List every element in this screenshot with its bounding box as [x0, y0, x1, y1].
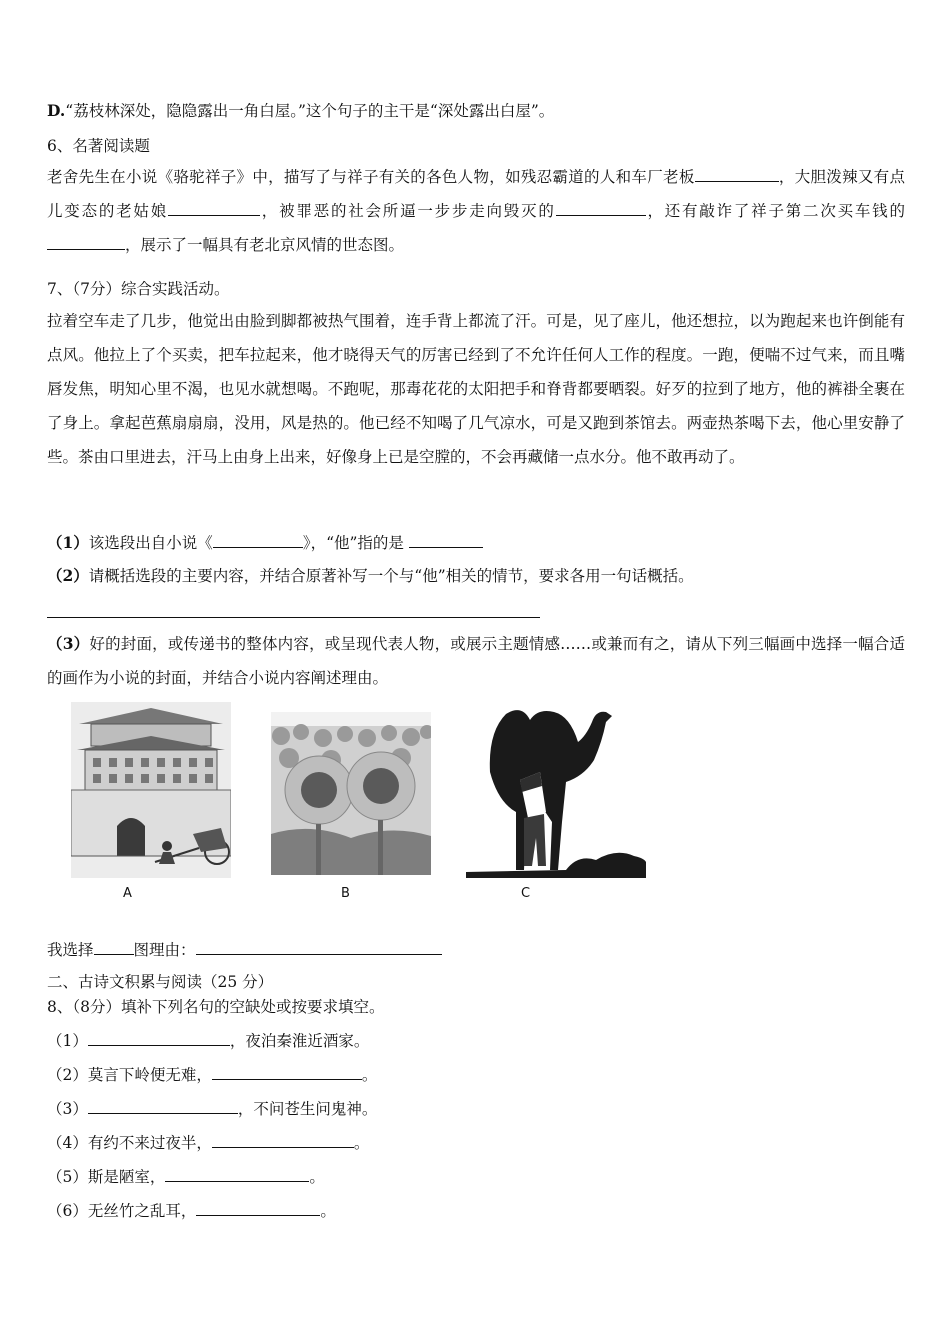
item-after: 。	[353, 1134, 370, 1152]
option-letter: D.	[47, 101, 66, 120]
sub-number: （2）	[47, 566, 89, 585]
item-after: 。	[309, 1168, 325, 1186]
q7-choice-line	[47, 940, 442, 960]
q6-text-5: ，展示了一幅具有老北京风情的世态图。	[125, 236, 405, 254]
item-number: （6）	[47, 1202, 88, 1220]
option-text: “荔枝林深处，隐隐露出一角白屋。”这个句子的主干是“深处露出白屋”。	[65, 102, 555, 120]
sub1-text-a: 该选段出自小说《	[88, 534, 213, 552]
q8-heading: 8、（8分）填补下列名句的空缺处或按要求填空。	[47, 998, 385, 1016]
picture-b-sunflowers	[271, 712, 431, 875]
sub-number: （1）	[47, 533, 89, 552]
q7-heading: 7、（7分）综合实践活动。	[47, 280, 230, 298]
sub2-text: 请概括选段的主要内容，并结合原著补写一个与“他”相关的情节，要求各用一句话概括。	[88, 567, 694, 585]
answer-blank[interactable]	[213, 533, 303, 548]
answer-line[interactable]	[47, 617, 540, 618]
item-after: 。	[361, 1066, 378, 1084]
picture-b-caption: B	[341, 886, 350, 901]
item-after: ，不问苍生问鬼神。	[237, 1100, 378, 1118]
q8-item-5	[47, 1167, 325, 1187]
q6-text-1: 老舍先生在小说《骆驼祥子》中，描写了与祥子有关的各色人物，如残忍霸道的人和车厂老板	[47, 168, 695, 186]
section-2-heading: 二、古诗文积累与阅读（25 分）	[47, 973, 274, 991]
q6-text-4: ，还有敲诈了祥子第二次买车钱的	[645, 202, 905, 220]
q8-item-1	[47, 1031, 369, 1051]
city-gate-illustration	[71, 702, 231, 878]
answer-blank[interactable]	[212, 1133, 354, 1148]
answer-blank[interactable]	[212, 1065, 362, 1080]
answer-blank[interactable]	[196, 940, 442, 955]
item-number: （5）	[47, 1168, 88, 1186]
item-number: （2）	[47, 1066, 88, 1084]
answer-blank[interactable]	[88, 1031, 230, 1046]
answer-blank[interactable]	[165, 1167, 309, 1182]
sub3-text: 好的封面，或传递书的整体内容，或呈现代表人物，或展示主题情感……或兼而有之，请从下列三幅画中选择一幅合适的画作为小说的封面，并结合小说内容阐述理由。	[47, 635, 905, 687]
answer-blank[interactable]	[88, 1099, 238, 1114]
q7-sub1	[47, 533, 483, 553]
answer-blank[interactable]	[409, 533, 483, 548]
item-number: （1）	[47, 1032, 88, 1050]
answer-blank[interactable]	[47, 235, 125, 250]
q7-passage: 拉着空车走了几步，他觉出由脸到脚都被热气围着，连手背上都流了汗。可是，见了座儿，他还想拉，以为跑起来也许倒能有点风。他拉上了个买卖，把车拉起来，他才晓得天气的厉害已经到了不允许任何人工作的程度。一跑，便喘不过气来，而且嘴唇发焦，明知心里不渴，也见水就想喝。不跑呢，那毒花花的太阳把手和脊背都要晒裂。好歹的拉到了地方，他的裤褂全裹在了身上。拿起芭蕉扇扇扇，没用，风是热的。他已经不知喝了几气凉水，可是又跑到茶馆去。两壶热茶喝下去，他心里安静了些。茶由口里进去，汗马上由身上出来，好像身上已是空膛的，不会再藏储一点水分。他不敢再动了。	[47, 312, 905, 466]
sub1-text-b: 》，“他”指的是	[302, 534, 404, 552]
q8-item-3	[47, 1099, 377, 1119]
item-after: ，夜泊秦淮近酒家。	[229, 1032, 370, 1050]
q7-sub2	[47, 566, 694, 586]
choice-text-b: 图理由：	[133, 941, 196, 959]
picture-c-camel	[466, 702, 646, 878]
item-before: 无丝竹之乱耳，	[87, 1202, 197, 1220]
picture-a-city-gate	[71, 702, 231, 878]
q6-text-2: ，大胆泼辣又有点儿变态的老姑娘	[47, 168, 905, 220]
item-number: （4）	[47, 1134, 88, 1152]
answer-blank[interactable]	[196, 1201, 320, 1216]
q5-option-d	[47, 101, 554, 121]
item-before: 莫言下岭便无难，	[87, 1066, 212, 1084]
camel-silhouette-illustration	[466, 702, 646, 878]
answer-blank[interactable]	[168, 201, 260, 216]
answer-blank[interactable]	[94, 940, 134, 955]
choice-text-a: 我选择	[47, 941, 94, 959]
item-number: （3）	[47, 1100, 88, 1118]
item-before: 斯是陋室，	[87, 1168, 166, 1186]
q6-body	[47, 160, 905, 262]
q8-item-4	[47, 1133, 369, 1153]
q8-item-2	[47, 1065, 377, 1085]
picture-c-caption: C	[521, 886, 531, 901]
answer-blank[interactable]	[695, 167, 779, 182]
q8-item-6	[47, 1201, 336, 1221]
sub-number: （3）	[47, 634, 90, 653]
answer-blank[interactable]	[556, 201, 646, 216]
picture-a-caption: A	[123, 886, 132, 901]
item-before: 有约不来过夜半，	[87, 1134, 212, 1152]
item-after: 。	[320, 1202, 336, 1220]
sunflower-field-illustration	[271, 712, 431, 875]
q6-text-3: ，被罪恶的社会所逼一步步走向毁灭的	[260, 202, 556, 220]
q6-heading: 6、名著阅读题	[47, 137, 150, 155]
q7-sub3	[47, 627, 905, 695]
